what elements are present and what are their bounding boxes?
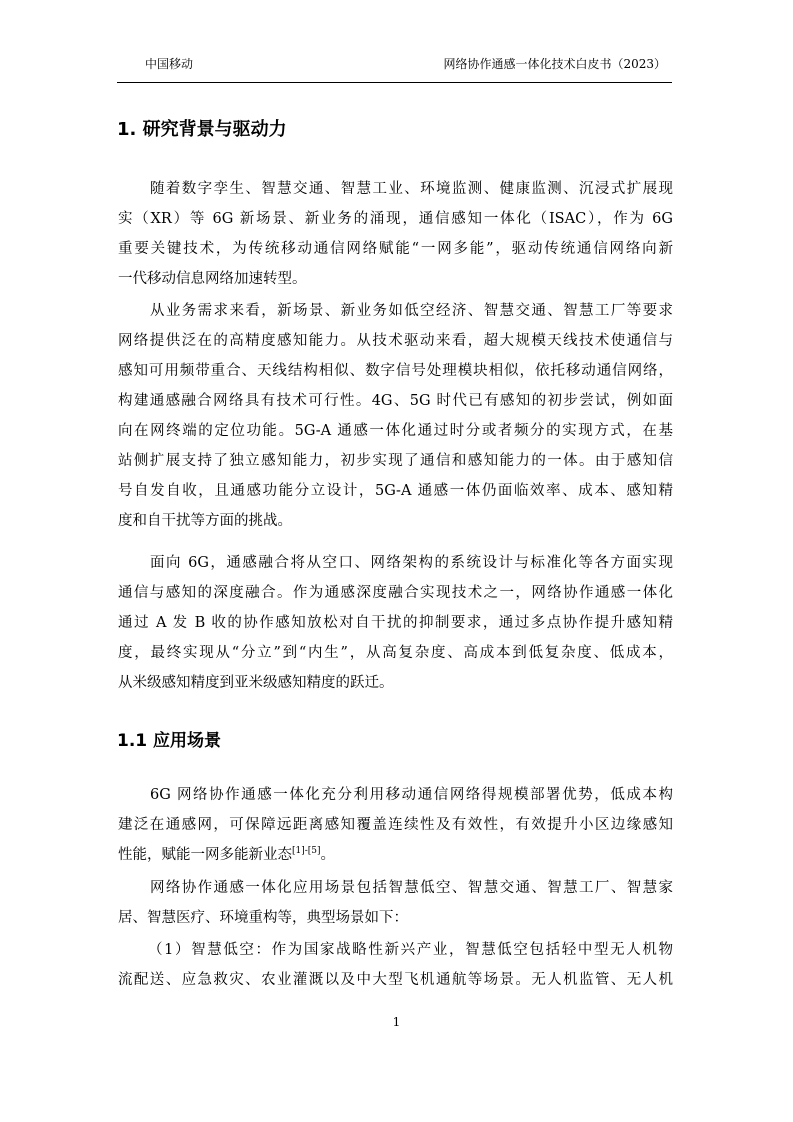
subsection-heading: 1.1 应用场景: [117, 731, 222, 751]
paragraph-line: [118, 840, 673, 870]
paragraph-text: 。: [320, 847, 336, 863]
section-heading: 1. 研究背景与驱动力: [117, 119, 287, 140]
paragraph-line: 从业务需求来看，新场景、新业务如低空经济、智慧交通、智慧工厂等要求: [150, 303, 673, 319]
header-doc-title: 网络协作通感一体化技术白皮书（2023）: [443, 57, 666, 71]
citation-ref[interactable]: [1]-[5]: [292, 846, 321, 857]
paragraph-line: 号自发自收，且通感功能分立设计，5G-A 通感一体仍面临效率、成本、感知精: [118, 483, 673, 499]
paragraph-line: 随着数字孪生、智慧交通、智慧工业、环境监测、健康监测、沉浸式扩展现: [150, 181, 673, 197]
paragraph-line: 通过 A 发 B 收的协作感知放松对自干扰的抑制要求，通过多点协作提升感知精: [118, 615, 673, 631]
paragraph-text: 性能，赋能一网多能新业态: [118, 847, 292, 863]
paragraph-line: 构建通感融合网络具有技术可行性。4G、5G 时代已有感知的初步尝试，例如面: [118, 393, 673, 409]
paragraph-line: 向在网终端的定位功能。5G-A 通感一体化通过时分或者频分的实现方式，在基: [118, 423, 673, 439]
paragraph-line: 一代移动信息网络加速转型。: [118, 271, 307, 287]
paragraph-line: 通信与感知的深度融合。作为通感深度融合实现技术之一，网络协作通感一体化: [118, 585, 673, 601]
paragraph-line: 网络协作通感一体化应用场景包括智慧低空、智慧交通、智慧工厂、智慧家: [150, 880, 673, 896]
page-header: [117, 56, 672, 83]
paragraph-line: 6G 网络协作通感一体化充分利用移动通信网络得规模部署优势，低成本构: [150, 787, 673, 803]
paragraph-line: 建泛在通感网，可保障远距离感知覆盖连续性及有效性，有效提升小区边缘感知: [118, 817, 673, 833]
paragraph-line: 度，最终实现从“分立”到“内生”，从高复杂度、高成本到低复杂度、低成本，: [118, 645, 673, 661]
paragraph-line: 站侧扩展支持了独立感知能力，初步实现了通信和感知能力的一体。由于感知信: [118, 453, 673, 469]
paragraph-line: 居、智慧医疗、环境重构等，典型场景如下：: [118, 910, 408, 926]
paragraph-line: 度和自干扰等方面的挑战。: [118, 513, 292, 529]
paragraph-line: 面向 6G，通感融合将从空口、网络架构的系统设计与标准化等各方面实现: [150, 555, 673, 571]
page-number: 1: [392, 1015, 401, 1029]
paragraph-line: 感知可用频带重合、天线结构相似、数字信号处理模块相似，依托移动通信网络，: [118, 363, 673, 379]
paragraph-line: 实（XR）等 6G 新场景、新业务的涌现，通信感知一体化（ISAC），作为 6G: [118, 211, 673, 227]
paragraph-line: 重要关键技术，为传统移动通信网络赋能“一网多能”，驱动传统通信网络向新: [118, 241, 673, 257]
paragraph-line: 网络提供泛在的高精度感知能力。从技术驱动来看，超大规模天线技术使通信与: [118, 333, 673, 349]
paragraph-line: 从米级感知精度到亚米级感知精度的跃迁。: [118, 675, 394, 691]
paragraph-line: 流配送、应急救灾、农业灌溉以及中大型飞机通航等场景。无人机监管、无人机: [118, 972, 673, 988]
header-org: 中国移动: [145, 57, 194, 71]
paragraph-line: （1）智慧低空：作为国家战略性新兴产业，智慧低空包括轻中型无人机物: [148, 942, 673, 958]
